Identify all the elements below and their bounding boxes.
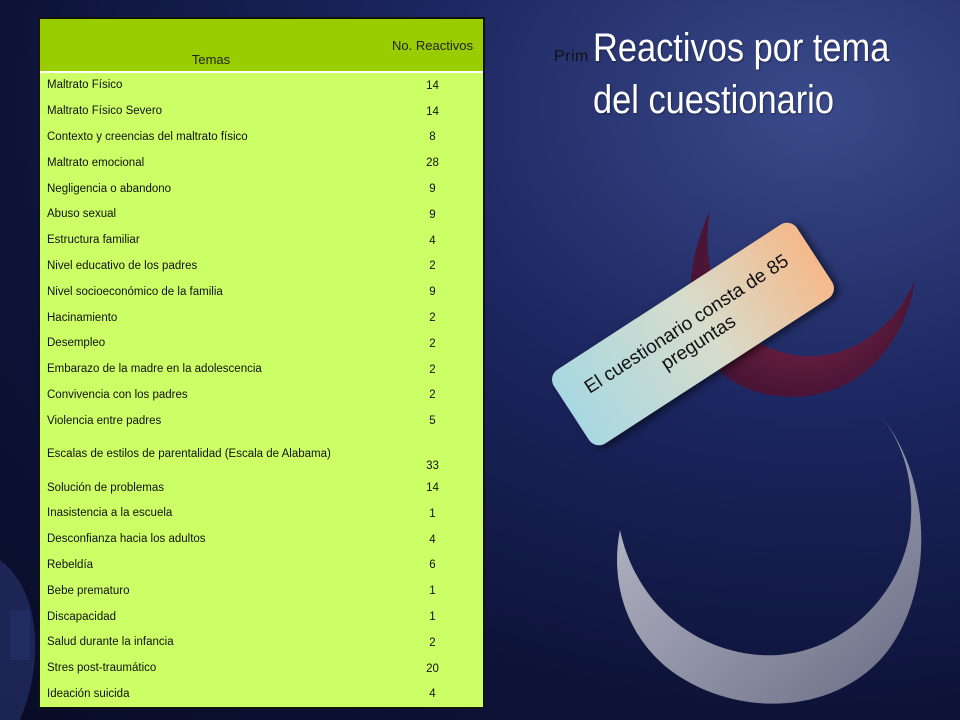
count-cell: 2 bbox=[429, 636, 436, 649]
count-cell: 1 bbox=[429, 585, 436, 598]
topic-cell: Hacinamiento bbox=[47, 311, 118, 324]
topic-cell: Desempleo bbox=[47, 337, 106, 350]
topic-cell: Maltrato Físico bbox=[47, 79, 123, 92]
table-row bbox=[40, 331, 483, 357]
table-row bbox=[40, 656, 483, 682]
topic-cell: Stres post-traumático bbox=[47, 662, 157, 675]
count-cell: 14 bbox=[426, 105, 439, 118]
count-cell: 9 bbox=[429, 208, 436, 221]
table-row bbox=[40, 604, 483, 630]
topic-cell: Abuso sexual bbox=[47, 208, 117, 221]
table-row bbox=[40, 72, 483, 99]
count-cell: 14 bbox=[426, 482, 439, 495]
table-row bbox=[40, 553, 483, 579]
topic-cell: Convivencia con los padres bbox=[47, 388, 188, 401]
count-cell: 33 bbox=[426, 460, 439, 473]
header-topics: Temas bbox=[40, 19, 382, 72]
table-row bbox=[40, 501, 483, 527]
topic-cell: Violencia entre padres bbox=[47, 414, 162, 427]
topic-cell: Bebe prematuro bbox=[47, 584, 130, 597]
count-cell: 5 bbox=[429, 415, 436, 428]
topic-cell: Rebeldía bbox=[47, 558, 94, 571]
table-row bbox=[40, 279, 483, 305]
count-cell: 4 bbox=[429, 533, 436, 546]
topic-cell: Salud durante la infancia bbox=[47, 636, 174, 649]
topic-cell: Negligencia o abandono bbox=[47, 182, 172, 195]
stray-text: Prim bbox=[554, 48, 589, 65]
callout-text: El cuestionario consta de 85 preguntas bbox=[580, 250, 793, 399]
table-body bbox=[40, 72, 483, 707]
topic-cell: Embarazo de la madre en la adolescencia bbox=[47, 363, 262, 376]
table-row bbox=[40, 383, 483, 409]
count-cell: 2 bbox=[429, 312, 436, 325]
slide-title: Reactivos por tema del cuestionario bbox=[593, 26, 890, 122]
table-row bbox=[40, 99, 483, 125]
topic-cell: Desconfianza hacia los adultos bbox=[47, 533, 206, 546]
table-row bbox=[40, 254, 483, 280]
topic-cell: Ideación suicida bbox=[47, 687, 130, 700]
count-cell: 9 bbox=[429, 286, 436, 299]
topic-cell: Escalas de estilos de parentalidad (Escala de Alabama) bbox=[47, 448, 331, 461]
count-cell: 2 bbox=[429, 363, 436, 376]
count-cell: 1 bbox=[429, 611, 436, 624]
table-row bbox=[40, 527, 483, 553]
count-cell: 2 bbox=[429, 389, 436, 402]
table-row bbox=[40, 578, 483, 604]
topics-table bbox=[38, 17, 485, 709]
count-cell: 2 bbox=[429, 337, 436, 350]
count-cell: 20 bbox=[426, 662, 439, 675]
count-cell: 1 bbox=[429, 507, 436, 520]
topic-cell: Maltrato Físico Severo bbox=[47, 105, 163, 118]
count-cell: 28 bbox=[426, 157, 439, 170]
faint-glyph-shape bbox=[10, 610, 30, 660]
count-cell: 14 bbox=[426, 79, 439, 92]
table-header-row bbox=[40, 19, 483, 72]
count-cell: 4 bbox=[429, 234, 436, 247]
table-row bbox=[40, 150, 483, 176]
table-row bbox=[40, 434, 483, 475]
grey-crescent-shape bbox=[617, 415, 921, 704]
topic-cell: Contexto y creencias del maltrato físico bbox=[47, 130, 248, 143]
count-cell: 2 bbox=[429, 260, 436, 273]
table-row bbox=[40, 682, 483, 708]
count-cell: 9 bbox=[429, 183, 436, 196]
table-row bbox=[40, 305, 483, 331]
table-row bbox=[40, 630, 483, 656]
topic-cell: Maltrato emocional bbox=[47, 156, 145, 169]
header-count: No. Reactivos bbox=[382, 19, 483, 72]
count-cell: 6 bbox=[429, 559, 436, 572]
table-row bbox=[40, 475, 483, 501]
topic-cell: Nivel educativo de los padres bbox=[47, 259, 198, 272]
topic-cell: Solución de problemas bbox=[47, 481, 164, 494]
table-row bbox=[40, 125, 483, 151]
table-row bbox=[40, 202, 483, 228]
table-row bbox=[40, 228, 483, 254]
topic-cell: Nivel socioeconómico de la familia bbox=[47, 285, 223, 298]
topic-cell: Estructura familiar bbox=[47, 234, 140, 247]
count-cell: 4 bbox=[429, 688, 436, 701]
count-cell: 8 bbox=[429, 131, 436, 144]
table-row bbox=[40, 357, 483, 383]
topic-cell: Discapacidad bbox=[47, 610, 117, 623]
topic-cell: Inasistencia a la escuela bbox=[47, 507, 173, 520]
table-row bbox=[40, 408, 483, 434]
table-row bbox=[40, 176, 483, 202]
